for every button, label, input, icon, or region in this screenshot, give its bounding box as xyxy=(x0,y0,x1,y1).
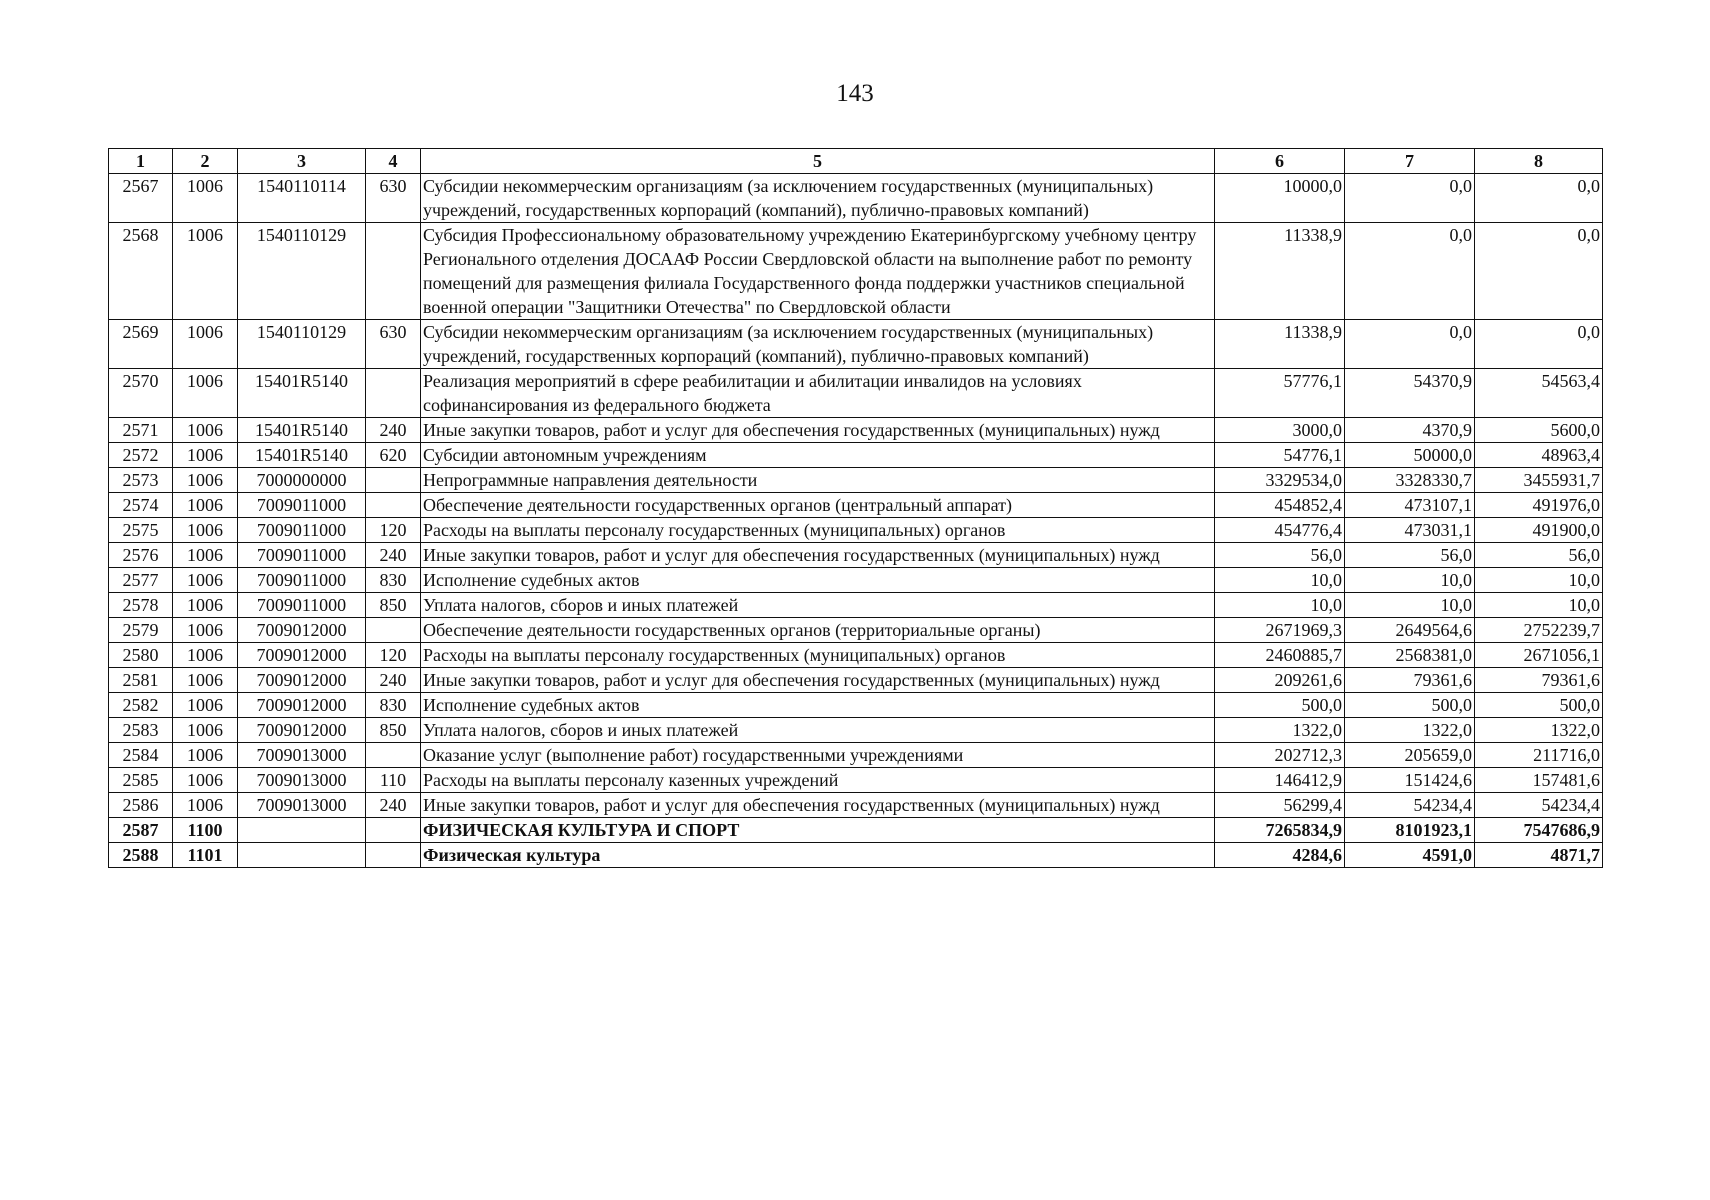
expense-type-cell: 240 xyxy=(366,668,421,693)
amount-col7-cell: 0,0 xyxy=(1345,223,1475,320)
table-row xyxy=(109,443,1603,468)
item-name-cell: Субсидии некоммерческим организациям (за исключением государственных (муниципальных) учреждений, государственных корпораций (компаний), публично-правовых компаний) xyxy=(421,174,1215,223)
table-body xyxy=(109,174,1603,868)
table-row xyxy=(109,843,1603,868)
table-row xyxy=(109,718,1603,743)
section-code-cell: 1006 xyxy=(173,418,238,443)
amount-col8-cell: 2752239,7 xyxy=(1475,618,1603,643)
item-name-cell: Физическая культура xyxy=(421,843,1215,868)
table-row xyxy=(109,668,1603,693)
amount-col6-cell: 10,0 xyxy=(1215,568,1345,593)
section-code-cell: 1006 xyxy=(173,668,238,693)
target-code-cell: 15401R5140 xyxy=(238,369,366,418)
item-name-cell: Расходы на выплаты персоналу государственных (муниципальных) органов xyxy=(421,643,1215,668)
amount-col8-cell: 0,0 xyxy=(1475,223,1603,320)
amount-col6-cell: 146412,9 xyxy=(1215,768,1345,793)
amount-col8-cell: 157481,6 xyxy=(1475,768,1603,793)
expense-type-cell: 240 xyxy=(366,418,421,443)
amount-col7-cell: 1322,0 xyxy=(1345,718,1475,743)
table-row xyxy=(109,468,1603,493)
expense-type-cell: 630 xyxy=(366,320,421,369)
expense-type-cell xyxy=(366,223,421,320)
amount-col8-cell: 500,0 xyxy=(1475,693,1603,718)
row-number-cell: 2569 xyxy=(109,320,173,369)
item-name-cell: Обеспечение деятельности государственных органов (центральный аппарат) xyxy=(421,493,1215,518)
table-row xyxy=(109,543,1603,568)
target-code-cell: 7009012000 xyxy=(238,643,366,668)
expense-type-cell: 240 xyxy=(366,543,421,568)
expense-type-cell: 630 xyxy=(366,174,421,223)
header-row xyxy=(109,149,1603,174)
section-code-cell: 1006 xyxy=(173,320,238,369)
column-header: 2 xyxy=(173,149,238,174)
target-code-cell: 7009012000 xyxy=(238,618,366,643)
section-code-cell: 1006 xyxy=(173,718,238,743)
amount-col8-cell: 4871,7 xyxy=(1475,843,1603,868)
target-code-cell: 7009011000 xyxy=(238,518,366,543)
item-name-cell: Обеспечение деятельности государственных органов (территориальные органы) xyxy=(421,618,1215,643)
table-row xyxy=(109,793,1603,818)
amount-col7-cell: 10,0 xyxy=(1345,568,1475,593)
amount-col8-cell: 3455931,7 xyxy=(1475,468,1603,493)
expense-type-cell xyxy=(366,843,421,868)
target-code-cell: 7009012000 xyxy=(238,693,366,718)
table-row xyxy=(109,518,1603,543)
amount-col7-cell: 2568381,0 xyxy=(1345,643,1475,668)
amount-col6-cell: 54776,1 xyxy=(1215,443,1345,468)
row-number-cell: 2579 xyxy=(109,618,173,643)
expense-type-cell: 120 xyxy=(366,518,421,543)
expense-type-cell xyxy=(366,493,421,518)
table-row xyxy=(109,568,1603,593)
amount-col7-cell: 473031,1 xyxy=(1345,518,1475,543)
expense-type-cell xyxy=(366,743,421,768)
row-number-cell: 2586 xyxy=(109,793,173,818)
item-name-cell: Субсидии некоммерческим организациям (за исключением государственных (муниципальных) учреждений, государственных корпораций (компаний), публично-правовых компаний) xyxy=(421,320,1215,369)
item-name-cell: Исполнение судебных актов xyxy=(421,693,1215,718)
section-code-cell: 1006 xyxy=(173,693,238,718)
item-name-cell: Оказание услуг (выполнение работ) государственными учреждениями xyxy=(421,743,1215,768)
amount-col8-cell: 0,0 xyxy=(1475,320,1603,369)
row-number-cell: 2572 xyxy=(109,443,173,468)
table-row xyxy=(109,593,1603,618)
row-number-cell: 2580 xyxy=(109,643,173,668)
column-header: 1 xyxy=(109,149,173,174)
column-header: 3 xyxy=(238,149,366,174)
amount-col6-cell: 56299,4 xyxy=(1215,793,1345,818)
expense-type-cell xyxy=(366,468,421,493)
table-row xyxy=(109,223,1603,320)
amount-col7-cell: 3328330,7 xyxy=(1345,468,1475,493)
section-code-cell: 1006 xyxy=(173,543,238,568)
target-code-cell: 7009011000 xyxy=(238,543,366,568)
section-code-cell: 1100 xyxy=(173,818,238,843)
section-code-cell: 1006 xyxy=(173,518,238,543)
row-number-cell: 2582 xyxy=(109,693,173,718)
amount-col6-cell: 1322,0 xyxy=(1215,718,1345,743)
amount-col6-cell: 2671969,3 xyxy=(1215,618,1345,643)
row-number-cell: 2570 xyxy=(109,369,173,418)
table-row xyxy=(109,493,1603,518)
section-code-cell: 1006 xyxy=(173,793,238,818)
target-code-cell: 7000000000 xyxy=(238,468,366,493)
amount-col7-cell: 0,0 xyxy=(1345,320,1475,369)
item-name-cell: Исполнение судебных актов xyxy=(421,568,1215,593)
amount-col8-cell: 54563,4 xyxy=(1475,369,1603,418)
expense-type-cell: 120 xyxy=(366,643,421,668)
target-code-cell: 1540110114 xyxy=(238,174,366,223)
amount-col7-cell: 56,0 xyxy=(1345,543,1475,568)
expense-type-cell: 830 xyxy=(366,693,421,718)
target-code-cell: 15401R5140 xyxy=(238,418,366,443)
amount-col6-cell: 56,0 xyxy=(1215,543,1345,568)
column-header: 4 xyxy=(366,149,421,174)
column-header: 7 xyxy=(1345,149,1475,174)
expense-type-cell: 850 xyxy=(366,593,421,618)
row-number-cell: 2574 xyxy=(109,493,173,518)
amount-col7-cell: 4591,0 xyxy=(1345,843,1475,868)
amount-col8-cell: 0,0 xyxy=(1475,174,1603,223)
section-code-cell: 1006 xyxy=(173,568,238,593)
row-number-cell: 2581 xyxy=(109,668,173,693)
item-name-cell: Иные закупки товаров, работ и услуг для обеспечения государственных (муниципальных) нужд xyxy=(421,418,1215,443)
table-row xyxy=(109,418,1603,443)
amount-col6-cell: 4284,6 xyxy=(1215,843,1345,868)
table-row xyxy=(109,369,1603,418)
table-row xyxy=(109,618,1603,643)
amount-col6-cell: 209261,6 xyxy=(1215,668,1345,693)
table-row xyxy=(109,174,1603,223)
expense-type-cell: 620 xyxy=(366,443,421,468)
column-header: 5 xyxy=(421,149,1215,174)
item-name-cell: Расходы на выплаты персоналу государственных (муниципальных) органов xyxy=(421,518,1215,543)
amount-col6-cell: 10,0 xyxy=(1215,593,1345,618)
amount-col6-cell: 57776,1 xyxy=(1215,369,1345,418)
target-code-cell: 7009011000 xyxy=(238,493,366,518)
target-code-cell: 7009012000 xyxy=(238,668,366,693)
section-code-cell: 1006 xyxy=(173,443,238,468)
target-code-cell: 1540110129 xyxy=(238,320,366,369)
item-name-cell: ФИЗИЧЕСКАЯ КУЛЬТУРА И СПОРТ xyxy=(421,818,1215,843)
expense-type-cell: 240 xyxy=(366,793,421,818)
amount-col7-cell: 79361,6 xyxy=(1345,668,1475,693)
table-row xyxy=(109,693,1603,718)
item-name-cell: Реализация мероприятий в сфере реабилитации и абилитации инвалидов на условиях софинансирования из федерального бюджета xyxy=(421,369,1215,418)
row-number-cell: 2583 xyxy=(109,718,173,743)
amount-col8-cell: 1322,0 xyxy=(1475,718,1603,743)
section-code-cell: 1006 xyxy=(173,174,238,223)
section-code-cell: 1101 xyxy=(173,843,238,868)
target-code-cell: 7009013000 xyxy=(238,793,366,818)
item-name-cell: Субсидия Профессиональному образовательному учреждению Екатеринбургскому учебному центру Регионального отделения ДОСААФ России Свердловской области на выполнение работ по ремонту помещений для размещения филиала Государственного фонда поддержки участников специальной военной операции "Защитники Отечества" по Свердловской области xyxy=(421,223,1215,320)
item-name-cell: Непрограммные направления деятельности xyxy=(421,468,1215,493)
amount-col8-cell: 79361,6 xyxy=(1475,668,1603,693)
item-name-cell: Иные закупки товаров, работ и услуг для обеспечения государственных (муниципальных) нужд xyxy=(421,793,1215,818)
amount-col8-cell: 48963,4 xyxy=(1475,443,1603,468)
amount-col6-cell: 454852,4 xyxy=(1215,493,1345,518)
row-number-cell: 2575 xyxy=(109,518,173,543)
row-number-cell: 2571 xyxy=(109,418,173,443)
section-code-cell: 1006 xyxy=(173,618,238,643)
expense-type-cell xyxy=(366,818,421,843)
section-code-cell: 1006 xyxy=(173,768,238,793)
item-name-cell: Уплата налогов, сборов и иных платежей xyxy=(421,593,1215,618)
row-number-cell: 2573 xyxy=(109,468,173,493)
table-row xyxy=(109,320,1603,369)
amount-col7-cell: 0,0 xyxy=(1345,174,1475,223)
amount-col8-cell: 7547686,9 xyxy=(1475,818,1603,843)
item-name-cell: Уплата налогов, сборов и иных платежей xyxy=(421,718,1215,743)
expense-type-cell xyxy=(366,369,421,418)
amount-col8-cell: 10,0 xyxy=(1475,593,1603,618)
row-number-cell: 2577 xyxy=(109,568,173,593)
amount-col8-cell: 10,0 xyxy=(1475,568,1603,593)
target-code-cell: 7009012000 xyxy=(238,718,366,743)
table-row xyxy=(109,768,1603,793)
amount-col6-cell: 2460885,7 xyxy=(1215,643,1345,668)
target-code-cell: 7009013000 xyxy=(238,768,366,793)
amount-col8-cell: 491976,0 xyxy=(1475,493,1603,518)
amount-col8-cell: 211716,0 xyxy=(1475,743,1603,768)
target-code-cell: 1540110129 xyxy=(238,223,366,320)
amount-col6-cell: 11338,9 xyxy=(1215,223,1345,320)
row-number-cell: 2584 xyxy=(109,743,173,768)
amount-col7-cell: 151424,6 xyxy=(1345,768,1475,793)
amount-col6-cell: 10000,0 xyxy=(1215,174,1345,223)
amount-col6-cell: 7265834,9 xyxy=(1215,818,1345,843)
item-name-cell: Иные закупки товаров, работ и услуг для обеспечения государственных (муниципальных) нужд xyxy=(421,668,1215,693)
amount-col7-cell: 54234,4 xyxy=(1345,793,1475,818)
item-name-cell: Расходы на выплаты персоналу казенных учреждений xyxy=(421,768,1215,793)
amount-col7-cell: 50000,0 xyxy=(1345,443,1475,468)
amount-col7-cell: 4370,9 xyxy=(1345,418,1475,443)
amount-col8-cell: 54234,4 xyxy=(1475,793,1603,818)
row-number-cell: 2588 xyxy=(109,843,173,868)
column-header: 8 xyxy=(1475,149,1603,174)
section-code-cell: 1006 xyxy=(173,743,238,768)
row-number-cell: 2587 xyxy=(109,818,173,843)
row-number-cell: 2576 xyxy=(109,543,173,568)
section-code-cell: 1006 xyxy=(173,468,238,493)
amount-col6-cell: 3000,0 xyxy=(1215,418,1345,443)
item-name-cell: Субсидии автономным учреждениям xyxy=(421,443,1215,468)
target-code-cell: 7009011000 xyxy=(238,593,366,618)
table-row xyxy=(109,643,1603,668)
expense-type-cell: 110 xyxy=(366,768,421,793)
expense-type-cell xyxy=(366,618,421,643)
amount-col6-cell: 3329534,0 xyxy=(1215,468,1345,493)
budget-table xyxy=(108,148,1603,868)
amount-col7-cell: 205659,0 xyxy=(1345,743,1475,768)
amount-col8-cell: 56,0 xyxy=(1475,543,1603,568)
amount-col6-cell: 500,0 xyxy=(1215,693,1345,718)
section-code-cell: 1006 xyxy=(173,593,238,618)
section-code-cell: 1006 xyxy=(173,493,238,518)
target-code-cell xyxy=(238,843,366,868)
column-header: 6 xyxy=(1215,149,1345,174)
expense-type-cell: 850 xyxy=(366,718,421,743)
table-row xyxy=(109,818,1603,843)
amount-col7-cell: 8101923,1 xyxy=(1345,818,1475,843)
target-code-cell: 15401R5140 xyxy=(238,443,366,468)
amount-col8-cell: 5600,0 xyxy=(1475,418,1603,443)
item-name-cell: Иные закупки товаров, работ и услуг для обеспечения государственных (муниципальных) нужд xyxy=(421,543,1215,568)
amount-col7-cell: 500,0 xyxy=(1345,693,1475,718)
target-code-cell: 7009013000 xyxy=(238,743,366,768)
section-code-cell: 1006 xyxy=(173,369,238,418)
amount-col7-cell: 54370,9 xyxy=(1345,369,1475,418)
target-code-cell: 7009011000 xyxy=(238,568,366,593)
amount-col6-cell: 202712,3 xyxy=(1215,743,1345,768)
table-row xyxy=(109,743,1603,768)
row-number-cell: 2585 xyxy=(109,768,173,793)
expense-type-cell: 830 xyxy=(366,568,421,593)
amount-col7-cell: 2649564,6 xyxy=(1345,618,1475,643)
page-number: 143 xyxy=(836,80,874,107)
amount-col7-cell: 473107,1 xyxy=(1345,493,1475,518)
row-number-cell: 2578 xyxy=(109,593,173,618)
amount-col6-cell: 11338,9 xyxy=(1215,320,1345,369)
amount-col8-cell: 491900,0 xyxy=(1475,518,1603,543)
section-code-cell: 1006 xyxy=(173,223,238,320)
row-number-cell: 2568 xyxy=(109,223,173,320)
amount-col8-cell: 2671056,1 xyxy=(1475,643,1603,668)
amount-col7-cell: 10,0 xyxy=(1345,593,1475,618)
amount-col6-cell: 454776,4 xyxy=(1215,518,1345,543)
target-code-cell xyxy=(238,818,366,843)
row-number-cell: 2567 xyxy=(109,174,173,223)
section-code-cell: 1006 xyxy=(173,643,238,668)
